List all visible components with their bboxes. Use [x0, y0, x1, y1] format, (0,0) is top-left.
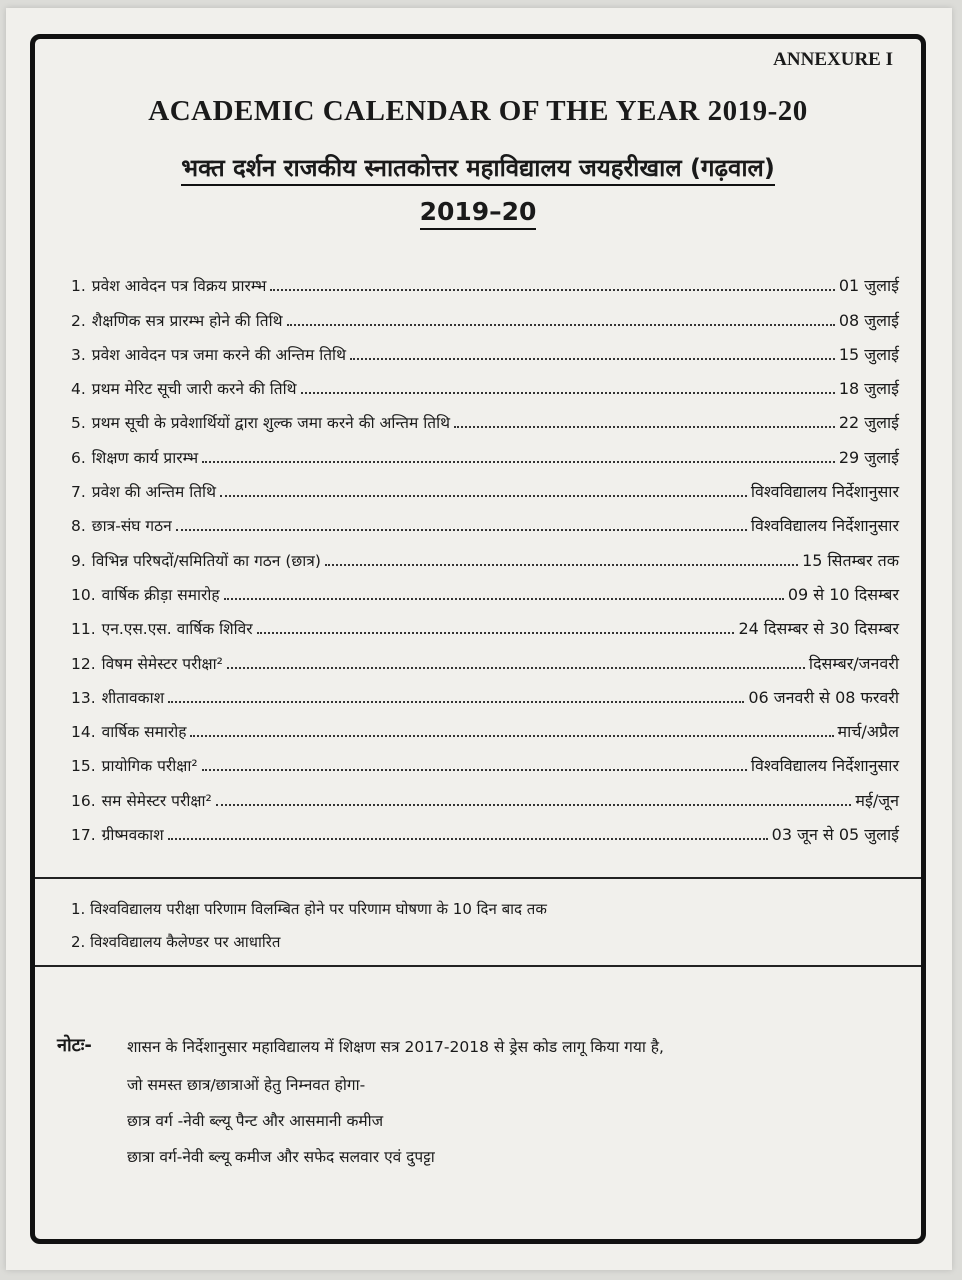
calendar-row-number: 1.: [71, 277, 86, 296]
note-line-2: जो समस्त छात्र/छात्राओं हेतु निम्नवत होगा-: [127, 1076, 366, 1094]
calendar-row-label: शैक्षणिक सत्र प्रारम्भ होने की तिथि: [91, 311, 283, 330]
dotted-leader: [202, 769, 747, 771]
calendar-row: [71, 432, 899, 466]
calendar-row: [71, 775, 899, 809]
calendar-row: [71, 364, 899, 398]
dotted-leader: [454, 426, 835, 428]
calendar-row-number: 17.: [71, 826, 96, 845]
calendar-row-label: प्रवेश आवेदन पत्र जमा करने की अन्तिम तिथि: [91, 345, 346, 364]
document-frame: [30, 34, 926, 1244]
note-line-4: छात्रा वर्ग-नेवी ब्ल्यू कमीज और सफेद सलवार एवं दुपट्टा: [127, 1148, 435, 1166]
session-year: [35, 197, 921, 226]
calendar-row-number: 9.: [71, 551, 86, 570]
calendar-row-number: 14.: [71, 723, 96, 742]
calendar-row-label: वार्षिक समारोह: [101, 723, 187, 742]
calendar-row: [71, 398, 899, 432]
calendar-row-date: 18 जुलाई: [838, 379, 899, 399]
calendar-row-number: 4.: [71, 380, 86, 399]
calendar-row: [71, 501, 899, 535]
calendar-row-date: विश्वविद्यालय निर्देशानुसार: [750, 482, 899, 502]
calendar-row-date: 24 दिसम्बर से 30 दिसम्बर: [738, 619, 899, 639]
dotted-leader: [168, 701, 744, 703]
dotted-leader: [350, 358, 835, 360]
calendar-row-date: विश्वविद्यालय निर्देशानुसार: [750, 756, 899, 776]
college-name: [35, 151, 921, 184]
dotted-leader: [216, 804, 852, 806]
calendar-row-date: 15 जुलाई: [838, 344, 899, 364]
calendar-row: [71, 707, 899, 741]
calendar-row-label: प्रायोगिक परीक्षा²: [101, 757, 198, 776]
calendar-row-date: 09 से 10 दिसम्बर: [787, 584, 899, 604]
calendar-row-label: ग्रीष्मवकाश: [101, 826, 164, 845]
dotted-leader: [257, 632, 735, 634]
calendar-row: [71, 570, 899, 604]
calendar-row-label: सम सेमेस्टर परीक्षा²: [101, 791, 212, 810]
annexure-label: ANNEXURE I: [773, 49, 893, 70]
session-year-text: 2019–20: [420, 197, 537, 230]
dotted-leader: [325, 564, 798, 566]
calendar-row-date: 03 जून से 05 जुलाई: [771, 825, 899, 845]
dotted-leader: [287, 324, 835, 326]
calendar-row: [71, 638, 899, 672]
dotted-leader: [227, 667, 805, 669]
dotted-leader: [224, 598, 784, 600]
calendar-list: [71, 261, 899, 844]
calendar-row-date: 08 जुलाई: [838, 310, 899, 330]
calendar-row-label: प्रवेश आवेदन पत्र विक्रय प्रारम्भ: [91, 277, 267, 296]
dotted-leader: [176, 529, 747, 531]
calendar-row-date: मार्च/अप्रैल: [837, 722, 899, 742]
calendar-row: [71, 330, 899, 364]
calendar-row: [71, 467, 899, 501]
calendar-row: [71, 741, 899, 775]
calendar-row-date: दिसम्बर/जनवरी: [808, 653, 899, 673]
note-label: नोटः-: [57, 1035, 92, 1056]
page-title: ACADEMIC CALENDAR OF THE YEAR 2019-20: [148, 95, 808, 127]
calendar-row-label: विभिन्न परिषदों/समितियों का गठन (छात्र): [91, 551, 321, 570]
calendar-row-number: 13.: [71, 688, 96, 707]
footnote-2: 2. विश्वविद्यालय कैलेण्डर पर आधारित: [71, 933, 281, 951]
calendar-row-number: 10.: [71, 585, 96, 604]
calendar-row-number: 8.: [71, 517, 86, 536]
calendar-row-label: प्रथम सूची के प्रवेशार्थियों द्वारा शुल्क जमा करने की अन्तिम तिथि: [91, 414, 450, 433]
dotted-leader: [168, 838, 768, 840]
calendar-row: [71, 810, 899, 844]
divider-top: [35, 877, 921, 879]
calendar-row-date: 15 सितम्बर तक: [802, 550, 899, 570]
calendar-row-number: 3.: [71, 345, 86, 364]
calendar-row-label: वार्षिक क्रीड़ा समारोह: [101, 585, 220, 604]
calendar-row-label: शीतावकाश: [101, 688, 165, 707]
calendar-row-label: एन.एस.एस. वार्षिक शिविर: [101, 620, 253, 639]
calendar-row-label: शिक्षण कार्य प्रारम्भ: [91, 448, 199, 467]
dotted-leader: [190, 735, 833, 737]
calendar-row-date: 22 जुलाई: [838, 413, 899, 433]
calendar-row-date: 01 जुलाई: [838, 276, 899, 296]
calendar-row: [71, 535, 899, 569]
calendar-row-number: 11.: [71, 620, 96, 639]
calendar-row-date: 29 जुलाई: [838, 447, 899, 467]
calendar-row-label: प्रवेश की अन्तिम तिथि: [91, 483, 216, 502]
divider-bottom: [35, 965, 921, 967]
calendar-row: [71, 261, 899, 295]
calendar-row-number: 7.: [71, 483, 86, 502]
calendar-row-label: विषम सेमेस्टर परीक्षा²: [101, 654, 223, 673]
calendar-row-number: 15.: [71, 757, 96, 776]
calendar-row-label: छात्र-संघ गठन: [91, 517, 172, 536]
dotted-leader: [202, 461, 835, 463]
calendar-row-date: मई/जून: [855, 790, 899, 810]
college-name-text: भक्त दर्शन राजकीय स्नातकोत्तर महाविद्यालय जयहरीखाल (गढ़वाल): [181, 154, 775, 186]
dotted-leader: [220, 495, 747, 497]
calendar-row: [71, 604, 899, 638]
calendar-row-number: 12.: [71, 654, 96, 673]
calendar-row-number: 5.: [71, 414, 86, 433]
calendar-row-date: विश्वविद्यालय निर्देशानुसार: [750, 516, 899, 536]
calendar-row-number: 16.: [71, 791, 96, 810]
calendar-row-label: प्रथम मेरिट सूची जारी करने की तिथि: [91, 380, 297, 399]
calendar-row: [71, 673, 899, 707]
document-page: [6, 8, 952, 1270]
note-line-3: छात्र वर्ग -नेवी ब्ल्यू पैन्ट और आसमानी कमीज: [127, 1112, 384, 1130]
calendar-row-number: 6.: [71, 448, 86, 467]
footnote-1: 1. विश्वविद्यालय परीक्षा परिणाम विलम्बित होने पर परिणाम घोषणा के 10 दिन बाद तक: [71, 900, 547, 918]
dotted-leader: [301, 392, 835, 394]
note-line-1: शासन के निर्देशानुसार महाविद्यालय में शिक्षण सत्र 2017-2018 से ड्रेस कोड लागू किया गया है,: [127, 1038, 664, 1056]
calendar-row-date: 06 जनवरी से 08 फरवरी: [748, 687, 899, 707]
calendar-row-number: 2.: [71, 311, 86, 330]
calendar-row: [71, 295, 899, 329]
dotted-leader: [270, 289, 834, 291]
